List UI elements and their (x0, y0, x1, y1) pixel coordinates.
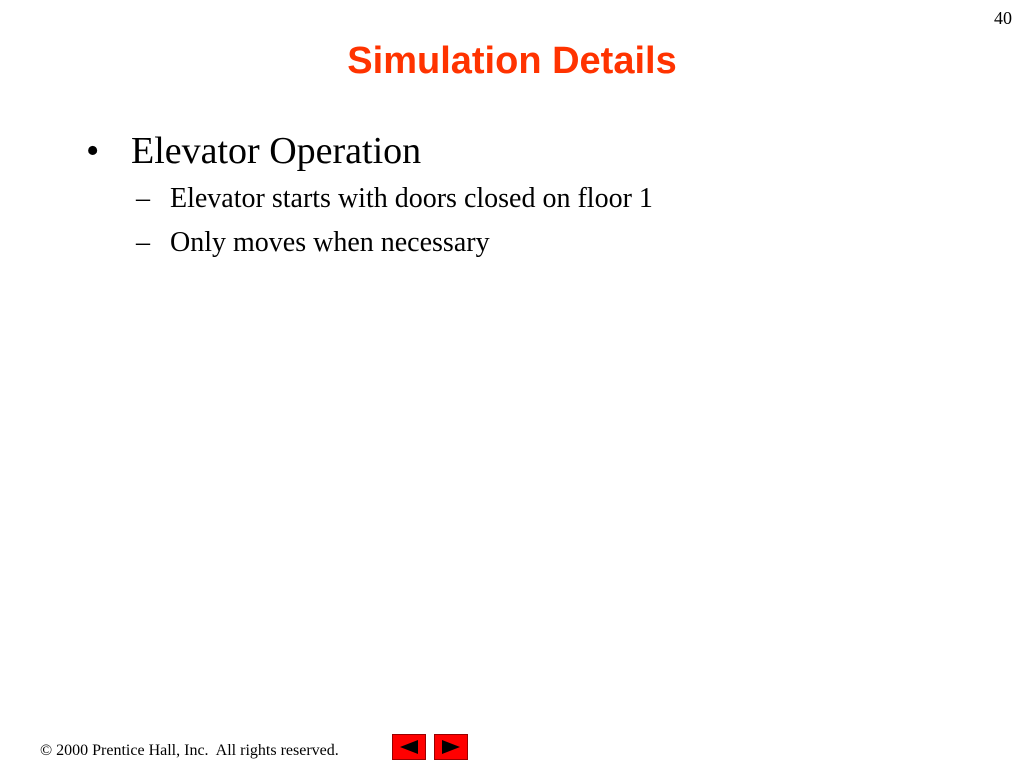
previous-slide-button[interactable] (392, 734, 426, 760)
sub-bullet-list (80, 177, 980, 265)
copyright-symbol: © (40, 742, 53, 759)
footer-copyright (40, 742, 339, 760)
next-slide-button[interactable] (434, 734, 468, 760)
slide-title: Simulation Details (347, 40, 677, 82)
bullet-text: Elevator Operation (131, 130, 422, 172)
sub-bullet-text: Only moves when necessary (170, 227, 490, 258)
page-number: 40 (994, 8, 1012, 28)
slide-navigation (392, 734, 468, 760)
dash-marker: – (136, 183, 150, 214)
bullet-marker: • (86, 130, 100, 172)
triangle-right-icon (439, 738, 463, 756)
sub-bullet-item-starts-closed (80, 177, 980, 221)
bullet-item-elevator-operation (80, 125, 980, 177)
slide-content (80, 125, 980, 265)
sub-bullet-item-moves-when-necessary (80, 221, 980, 265)
triangle-left-icon (397, 738, 421, 756)
sub-bullet-text: Elevator starts with doors closed on floor 1 (170, 183, 653, 214)
dash-marker: – (136, 227, 150, 258)
copyright-text: 2000 Prentice Hall, Inc. All rights reserved. (52, 742, 339, 759)
